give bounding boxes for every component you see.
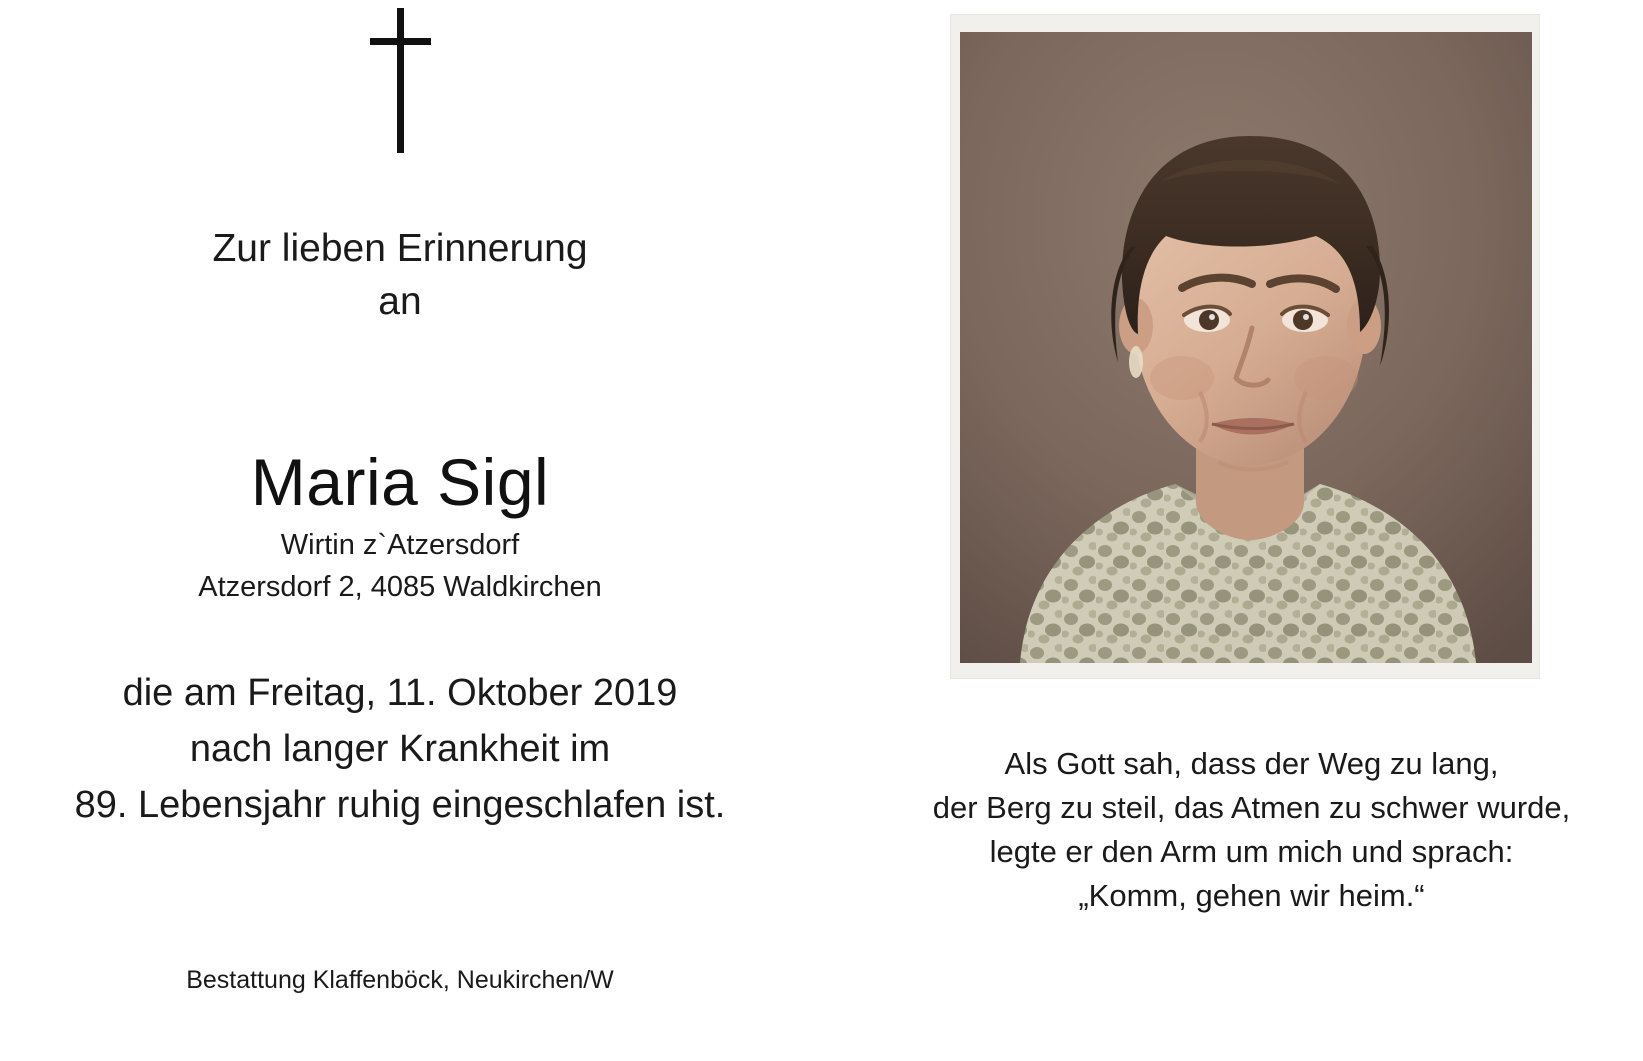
cross-horizontal-bar	[370, 38, 431, 45]
memory-intro	[0, 222, 800, 328]
right-column	[860, 0, 1643, 1061]
poem-line: Als Gott sah, dass der Weg zu lang,	[1004, 746, 1499, 781]
deceased-block	[0, 440, 800, 608]
passing-line: die am Freitag, 11. Oktober 2019	[122, 672, 678, 714]
cross-vertical-bar	[397, 8, 404, 153]
passing-text	[0, 665, 800, 833]
deceased-address: Atzersdorf 2, 4085 Waldkirchen	[198, 571, 602, 603]
poem-line: der Berg zu steil, das Atmen zu schwer wurde,	[932, 790, 1571, 825]
poem-block	[860, 742, 1643, 918]
memory-intro-line-2: an	[378, 280, 422, 323]
cross-icon	[345, 8, 455, 153]
portrait-photo	[960, 32, 1532, 663]
passing-line: nach langer Krankheit im	[189, 728, 611, 770]
deceased-name: Maria Sigl	[250, 445, 550, 519]
poem-line: legte er den Arm um mich und sprach:	[989, 834, 1514, 869]
funeral-home-credit: Bestattung Klaffenböck, Neukirchen/W	[186, 966, 614, 994]
passing-line: 89. Lebensjahr ruhig eingeschlafen ist.	[74, 784, 726, 826]
deceased-role: Wirtin z`Atzersdorf	[280, 529, 520, 561]
portrait-frame	[950, 14, 1540, 679]
poem-line: „Komm, gehen wir heim.“	[1078, 878, 1425, 913]
memory-intro-line-1: Zur lieben Erinnerung	[212, 227, 588, 270]
